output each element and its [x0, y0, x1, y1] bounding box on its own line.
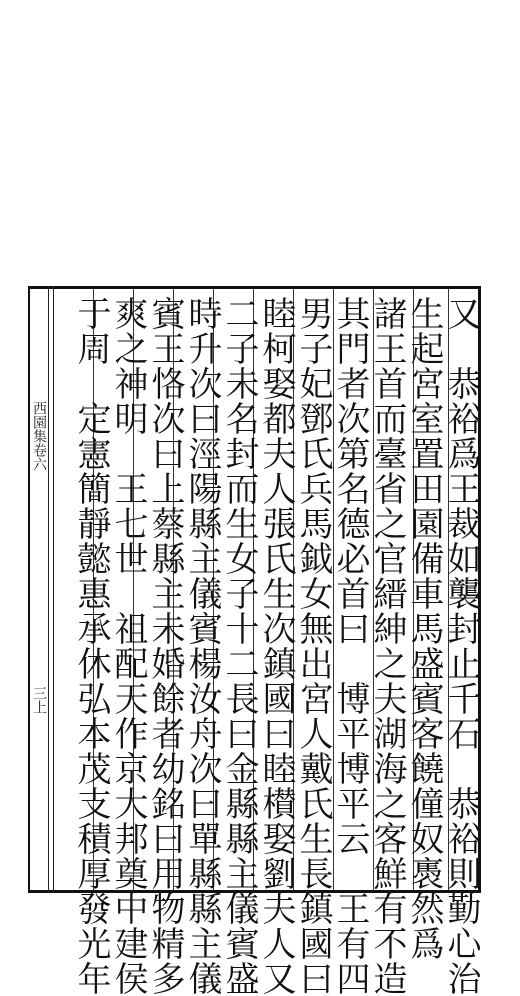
text-column-6: 睦柯娶都夫人張氏生次鎮國曰睦櫕娶劉夫人又	[256, 296, 296, 996]
text-column-11: 于周 定憲簡靜懿惠承休弘本茂支積厚發光年	[71, 296, 111, 996]
text-column-9: 賓王恪次曰上蔡縣主未婚餘者幼銘曰用物精多	[145, 296, 185, 996]
margin-title: 西園集卷六	[31, 401, 47, 471]
text-column-4: 其門者次第名德必首曰 博平博平云 王有四	[330, 296, 370, 996]
text-column-2: 生起宮室置田園備車馬盛賓客饒僮奴褭然爲	[404, 296, 444, 961]
fold-line-inner	[53, 286, 54, 893]
text-column-7: 二子未名封而生女子十二長曰金縣縣主儀賓盛	[219, 296, 259, 996]
text-column-3: 諸王首而臺省之官縉紳之夫湖海之客鮮有不造	[367, 296, 407, 996]
page-block	[28, 286, 481, 996]
fold-line-outer	[48, 286, 49, 893]
frame-left-border	[28, 286, 30, 893]
text-column-10: 爽之神明 王七世 祖配天作京大邦奠中建侯	[108, 296, 148, 996]
text-column-8: 時升次曰涇陽縣主儀賓楊汝舟次曰單縣縣主儀	[182, 296, 222, 996]
text-column-5: 男子妃鄧氏兵馬鉞女無出宮人戴氏生長鎮國曰	[293, 296, 333, 996]
margin-page-number: 三上	[31, 686, 47, 714]
text-column-1: 又 恭裕爲王裁如襲封止千石 恭裕則勤心治	[441, 296, 481, 996]
